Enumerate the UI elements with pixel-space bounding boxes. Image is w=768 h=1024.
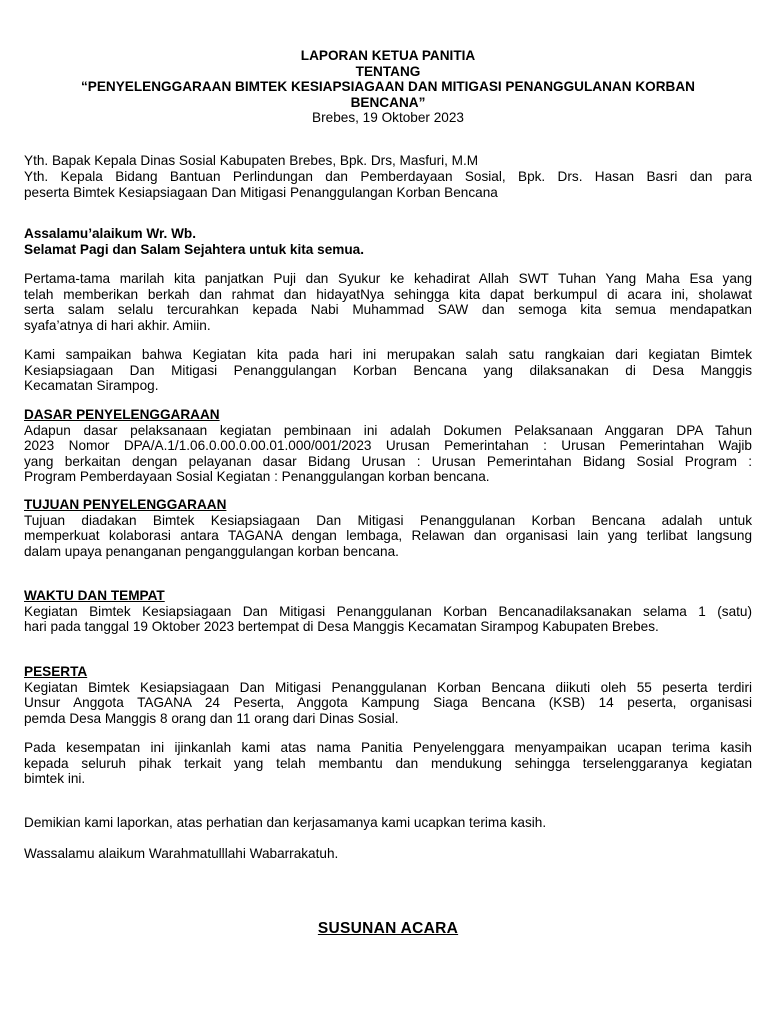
- paragraph-line: Kegiatan Bimtek Kesiapsiagaan Dan Mitigasi Penanggulanan Korban Bencanadilaksanakan selama 1 (satu): [24, 603, 752, 619]
- addressee-line: peserta Bimtek Kesiapsiagaan Dan Mitigasi Penanggulangan Korban Bencana: [24, 184, 498, 200]
- closing-greeting: [24, 846, 752, 862]
- paragraph-line: Kegiatan Bimtek Kesiapsiagaan Dan Mitigasi Penanggulanan Korban Bencana diikuti oleh 55 peserta terdiri: [24, 679, 752, 695]
- paragraph-line: Pada kesempatan ini ijinkanlah kami atas nama Panitia Penyelenggara menyampaikan ucapan terima kasih: [24, 740, 752, 755]
- opening-paragraph: [24, 271, 752, 333]
- addressee-line: Yth. Kepala Bidang Bantuan Perlindungan dan Pemberdayaan Sosial, Bpk. Drs. Hasan Basri dan para: [24, 169, 752, 184]
- paragraph-line: dalam upaya penanganan penganggulangan korban bencana.: [24, 543, 399, 559]
- paragraph-line: yang berkaitan dengan pelayanan dasar Bidang Urusan : Urusan Pemerintahan Bidang Sosial Program :: [24, 453, 752, 469]
- section-tujuan: [24, 497, 752, 559]
- paragraph-line: Program Pemberdayaan Sosial Kegiatan : Penanggulangan korban bencana.: [24, 469, 490, 485]
- report-title: [24, 48, 752, 110]
- paragraph-line: Kecamatan Sirampog.: [24, 378, 159, 394]
- section-heading: WAKTU DAN TEMPAT: [24, 588, 165, 603]
- intro-paragraph: [24, 347, 752, 394]
- section-heading: TUJUAN PENYELENGGARAAN: [24, 497, 227, 512]
- closing-statement: [24, 815, 752, 831]
- paragraph-line: Kami sampaikan bahwa Kegiatan kita pada hari ini merupakan salah satu rangkaian dari kegiatan Bimtek: [24, 347, 752, 362]
- addressee-1: [24, 153, 752, 169]
- section-dasar: [24, 407, 752, 485]
- title-line: LAPORAN KETUA PANITIA: [300, 48, 476, 63]
- report-date: [24, 110, 752, 126]
- paragraph-line: Kesiapsiagaan Dan Mitigasi Penanggulangan Korban Bencana yang dilaksanakan di Desa Manggis: [24, 362, 752, 378]
- paragraph-line: kepada seluruh pihak terkait yang telah membantu dan mendukung sehingga terselenggaranya kegiatan: [24, 755, 752, 771]
- title-line: “PENYELENGGARAAN BIMTEK KESIAPSIAGAAN DAN MITIGASI PENANGGULANAN KORBAN: [80, 79, 695, 95]
- greeting: [24, 226, 752, 257]
- paragraph-line: pemda Desa Manggis 8 orang dan 11 orang dari Dinas Sosial.: [24, 710, 399, 726]
- section-peserta: [24, 664, 752, 726]
- greeting-line: Assalamu’alaikum Wr. Wb.: [24, 226, 196, 241]
- section-heading: DASAR PENYELENGGARAAN: [24, 407, 220, 422]
- section-heading: PESERTA: [24, 664, 88, 679]
- paragraph-line: bimtek ini.: [24, 771, 86, 787]
- addressee-line: Yth. Bapak Kepala Dinas Sosial Kabupaten Brebes, Bpk. Drs, Masfuri, M.M: [24, 153, 479, 168]
- paragraph-line: Unsur Anggota TAGANA 24 Peserta, Anggota Kampung Siaga Bencana (KSB) 14 peserta, organisasi: [24, 695, 752, 711]
- paragraph-line: serta salam selalu tercurahkan kepada Nabi Muhammad SAW dan semoga kita semua mendapatkan: [24, 302, 752, 318]
- paragraph-line: hari pada tanggal 19 Oktober 2023 bertempat di Desa Manggis Kecamatan Sirampog Kabupaten Brebes.: [24, 619, 659, 635]
- greeting-line: Selamat Pagi dan Salam Sejahtera untuk kita semua.: [24, 241, 364, 257]
- paragraph-line: telah memberikan berkah dan rahmat dan hidayatNya sehingga kita dapat berkumpul di acara ini, sholawat: [24, 286, 752, 302]
- paragraph-line: memperkuat kolaborasi antara TAGANA dengan lembaga, Relawan dan organisasi lain yang terlibat langsung: [24, 528, 752, 544]
- thanks-paragraph: [24, 740, 752, 787]
- paragraph-line: Tujuan diadakan Bimtek Kesiapsiagaan Dan Mitigasi Penanggulanan Korban Bencana adalah untuk: [24, 512, 752, 528]
- paragraph-line: Adapun dasar pelaksanaan kegiatan pembinaan ini adalah Dokumen Pelaksanaan Anggaran DPA Tahun: [24, 422, 752, 438]
- title-line: TENTANG: [355, 63, 421, 79]
- date-text: Brebes, 19 Oktober 2023: [312, 110, 464, 125]
- paragraph-line: 2023 Nomor DPA/A.1/1.06.0.00.0.00.01.000/001/2023 Urusan Pemerintahan : Urusan Pemerintahan Wajib: [24, 438, 752, 454]
- agenda-title: SUSUNAN ACARA: [317, 920, 459, 937]
- addressee-2: [24, 169, 752, 200]
- agenda-heading: [24, 921, 752, 937]
- title-line: BENCANA”: [350, 94, 426, 110]
- paragraph-line: Wassalamu alaikum Warahmatulllahi Wabarrakatuh.: [24, 846, 339, 861]
- section-waktu: [24, 588, 752, 635]
- paragraph-line: Demikian kami laporkan, atas perhatian dan kerjasamanya kami ucapkan terima kasih.: [24, 815, 547, 830]
- paragraph-line: syafa’atnya di hari akhir. Amiin.: [24, 317, 211, 333]
- paragraph-line: Pertama-tama marilah kita panjatkan Puji dan Syukur ke kehadirat Allah SWT Tuhan Yang Maha Esa yang: [24, 271, 752, 286]
